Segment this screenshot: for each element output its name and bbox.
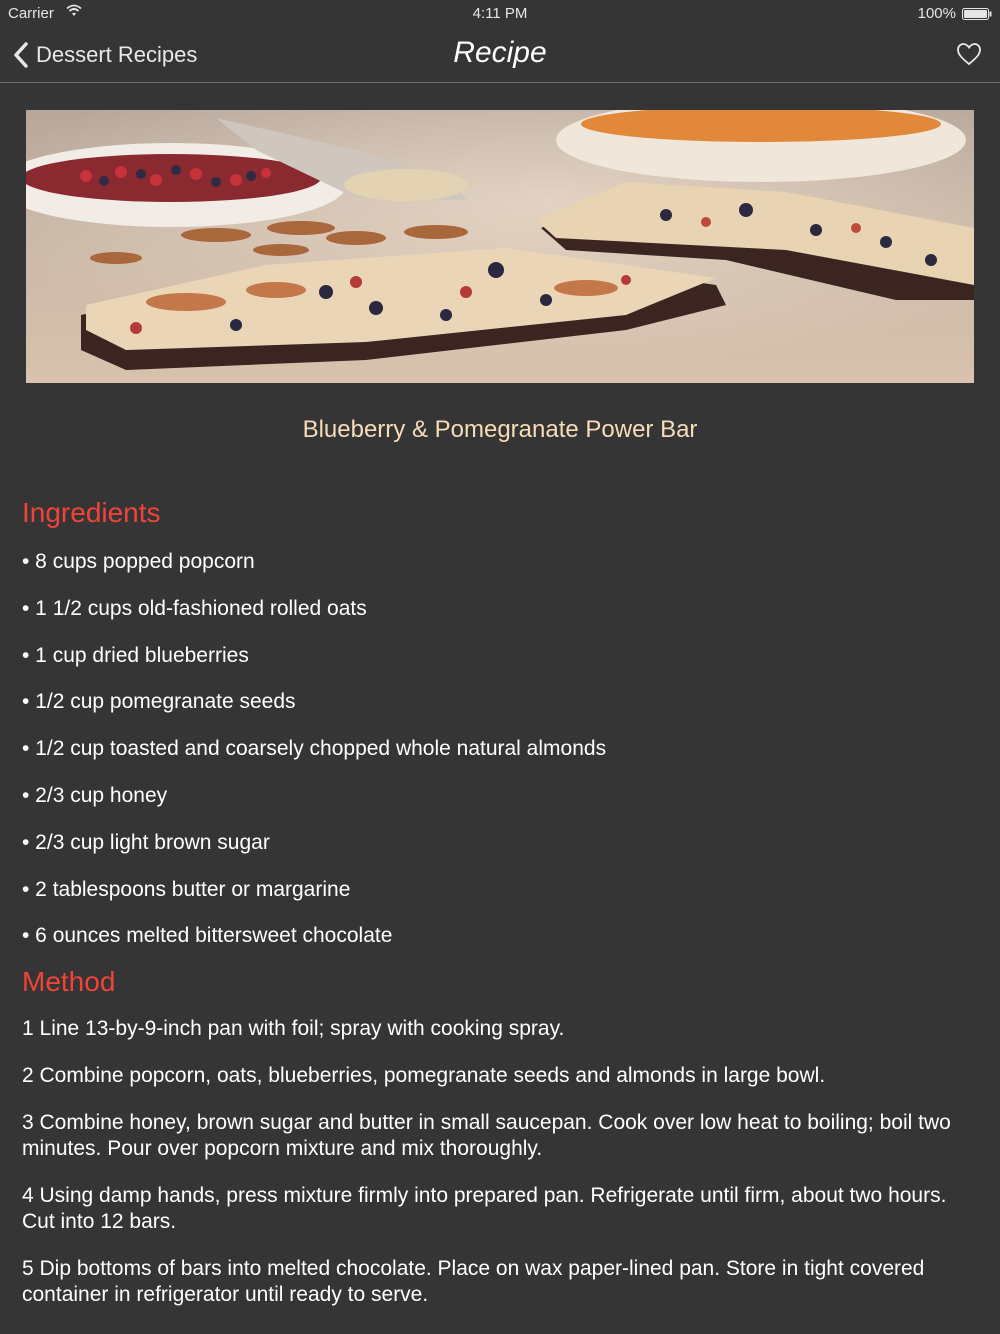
recipe-photo <box>26 110 974 383</box>
back-button-label: Dessert Recipes <box>36 42 198 67</box>
page-title: Recipe <box>453 36 547 69</box>
method-heading: Method <box>22 966 116 997</box>
status-bar <box>0 0 1000 28</box>
method-steps <box>22 1016 982 1329</box>
method-step: 2 Combine popcorn, oats, blueberries, pomegranate seeds and almonds in large bowl. <box>22 1064 826 1087</box>
ingredient-item: • 2 tablespoons butter or margarine <box>22 877 351 901</box>
ingredient-item: • 2/3 cup honey <box>22 783 168 807</box>
method-step: 4 Using damp hands, press mixture firmly into prepared pan. Refrigerate until firm, about two hours. Cut into 12 bars. <box>22 1184 947 1233</box>
recipe-name: Blueberry & Pomegranate Power Bar <box>302 416 698 443</box>
ingredient-item: • 2/3 cup light brown sugar <box>22 830 270 854</box>
heart-outline-icon[interactable] <box>956 42 982 66</box>
ingredient-item: • 1/2 cup toasted and coarsely chopped whole natural almonds <box>22 737 607 761</box>
battery-percentage: 100% <box>917 5 956 22</box>
method-step: 1 Line 13-by-9-inch pan with foil; spray with cooking spray. <box>22 1017 565 1040</box>
status-time: 4:11 PM <box>472 5 528 22</box>
battery-full-icon <box>962 8 992 20</box>
ingredient-item: • 8 cups popped popcorn <box>22 550 255 573</box>
ingredients-heading: Ingredients <box>22 497 161 528</box>
method-step: 5 Dip bottoms of bars into melted chocolate. Place on wax paper-lined pan. Store in tight covered container in refrigerator until ready to serve. <box>22 1257 925 1306</box>
navigation-bar <box>0 28 1000 83</box>
carrier-label: Carrier <box>8 5 54 22</box>
ingredient-item: • 1 cup dried blueberries <box>22 643 249 667</box>
method-step: 3 Combine honey, brown sugar and butter in small saucepan. Cook over low heat to boiling; boil two minutes. Pour over popcorn mixture and mix thoroughly. <box>22 1111 951 1160</box>
ingredient-item: • 1 1/2 cups old-fashioned rolled oats <box>22 596 367 620</box>
ingredient-item: • 6 ounces melted bittersweet chocolate <box>22 924 393 948</box>
ingredient-item: • 1/2 cup pomegranate seeds <box>22 690 296 714</box>
ingredients-list <box>22 548 982 969</box>
